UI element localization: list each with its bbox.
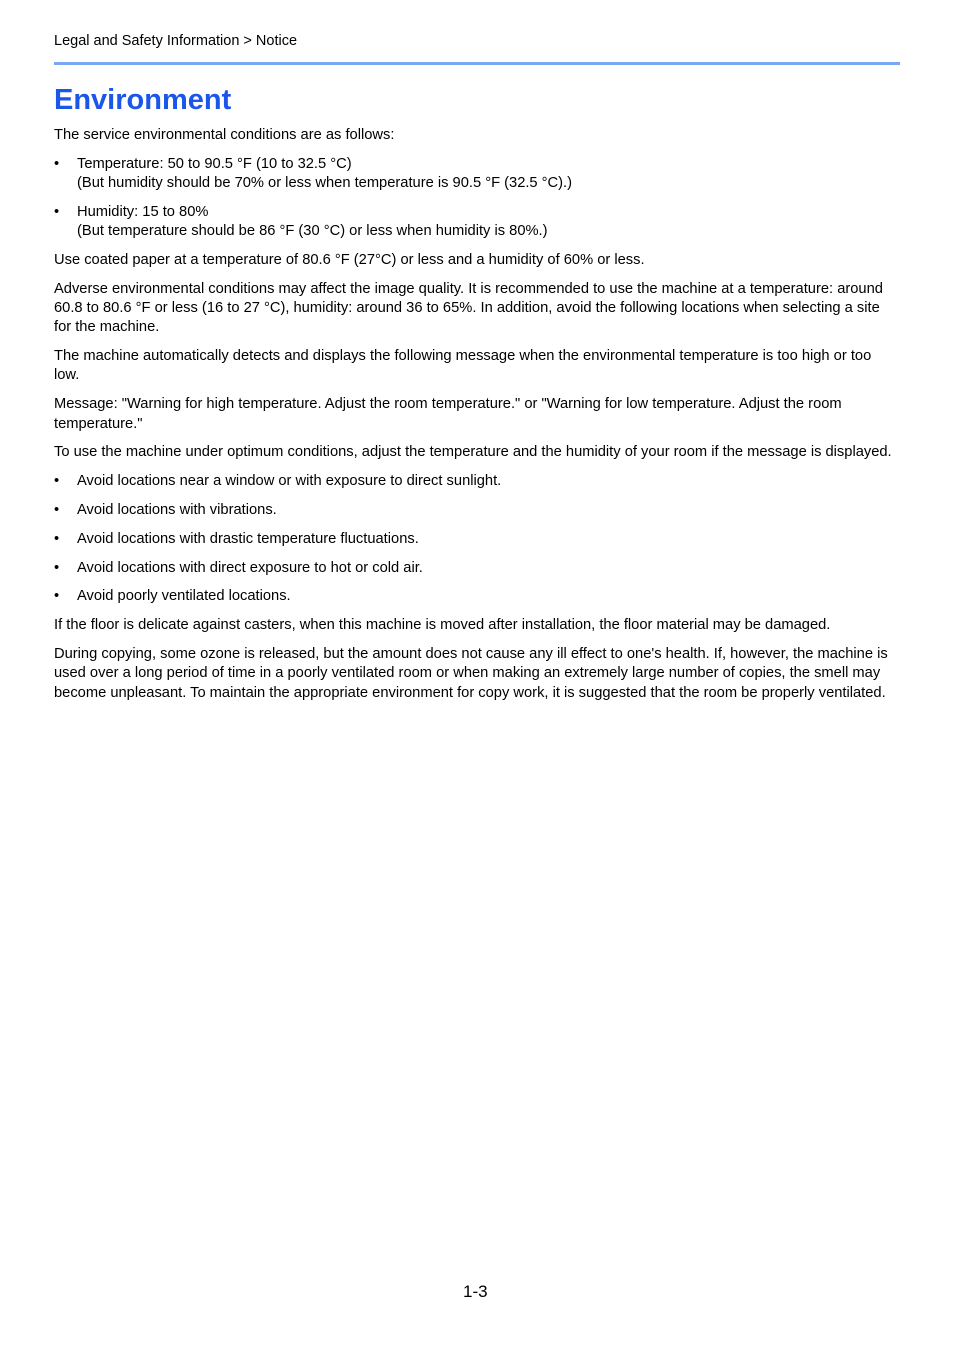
header-divider <box>54 62 900 65</box>
document-page <box>54 0 900 1350</box>
bullet-icon: • <box>54 588 60 605</box>
bullet-icon: • <box>54 501 60 518</box>
list-item-text: Avoid locations with direct exposure to hot or cold air. <box>77 559 423 576</box>
main-content <box>54 126 900 712</box>
page-title: Environment <box>54 84 232 116</box>
image-quality-paragraph: Adverse environmental conditions may affect the image quality. It is recommended to use the machine at a temperature: around 60.8 to 80.6 °F or less (16 to 27 °C), humidity: around 36 to 65%. In addition, avoid the following locations when selecting a site for the machine. <box>54 280 883 336</box>
condition-line: Humidity: 15 to 80% <box>77 203 209 220</box>
ozone-paragraph: During copying, some ozone is released, but the amount does not cause any ill effect to one's health. If, however, the machine is used over a long period of time in a poorly ventilated room or when making an extremely large number of copies, the smell may become unpleasant. To maintain the appropriate environment for copy work, it is suggested that the room be properly ventilated. <box>54 645 888 701</box>
breadcrumb: Legal and Safety Information > Notice <box>54 33 298 49</box>
condition-temperature <box>54 155 900 194</box>
bullet-icon: • <box>54 559 60 576</box>
list-item <box>54 587 900 606</box>
bullet-icon: • <box>54 530 60 547</box>
optimum-conditions-paragraph: To use the machine under optimum conditions, adjust the temperature and the humidity of your room if the message is displayed. <box>54 444 892 461</box>
list-item-text: Avoid locations near a window or with exposure to direct sunlight. <box>77 473 502 490</box>
list-item-text: Avoid locations with vibrations. <box>77 501 277 518</box>
list-item <box>54 472 900 491</box>
bullet-icon: • <box>54 155 60 172</box>
avoid-locations-list <box>54 472 900 606</box>
intro-paragraph: The service environmental conditions are as follows: <box>54 127 395 143</box>
list-item <box>54 501 900 520</box>
list-item-text: Avoid poorly ventilated locations. <box>77 588 291 605</box>
list-item-text: Avoid locations with drastic temperature fluctuations. <box>77 530 419 547</box>
floor-paragraph: If the floor is delicate against casters, when this machine is moved after installation, the floor material may be damaged. <box>54 617 831 634</box>
auto-detect-paragraph: The machine automatically detects and displays the following message when the environmental temperature is too high or too low. <box>54 348 872 384</box>
list-item <box>54 559 900 578</box>
bullet-icon: • <box>54 203 60 220</box>
coated-paper-paragraph: Use coated paper at a temperature of 80.6 °F (27°C) or less and a humidity of 60% or less. <box>54 251 645 268</box>
condition-humidity <box>54 203 900 242</box>
warning-message-paragraph: Message: "Warning for high temperature. Adjust the room temperature." or "Warning for low temperature. Adjust the room temperature." <box>54 396 842 432</box>
condition-line: Temperature: 50 to 90.5 °F (10 to 32.5 °C) <box>77 155 352 172</box>
page-number: 1-3 <box>463 1282 488 1301</box>
condition-note: (But humidity should be 70% or less when temperature is 90.5 °F (32.5 °C).) <box>77 175 573 192</box>
condition-note: (But temperature should be 86 °F (30 °C) or less when humidity is 80%.) <box>77 223 548 240</box>
bullet-icon: • <box>54 473 60 490</box>
list-item <box>54 530 900 549</box>
conditions-list <box>54 155 900 242</box>
